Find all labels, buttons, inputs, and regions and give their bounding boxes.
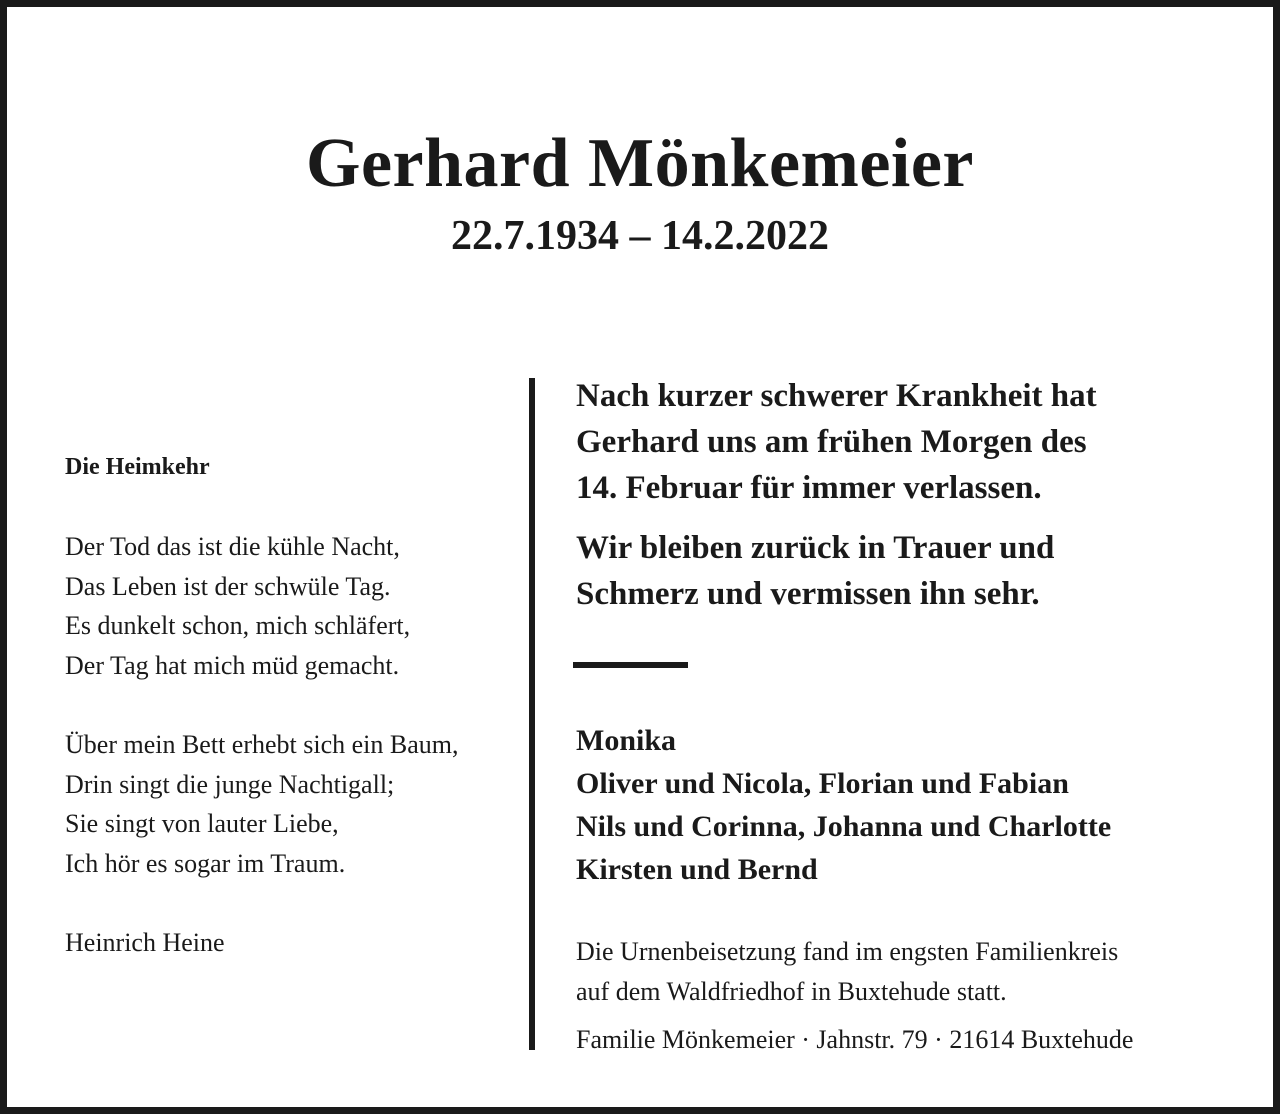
family-member: Nils und Corinna, Johanna und Charlotte	[576, 810, 1112, 843]
message-paragraph-1	[576, 373, 1256, 511]
notice-line: Die Urnenbeisetzung fand im engsten Familienkreis	[576, 937, 1119, 966]
poem-author: Heinrich Heine	[65, 928, 225, 957]
poem-stanza-2	[65, 725, 495, 883]
poem-line: Der Tag hat mich müd gemacht.	[65, 650, 400, 680]
message-line: Gerhard uns am frühen Morgen des	[576, 424, 1087, 460]
horizontal-rule	[573, 662, 688, 668]
notice-line: auf dem Waldfriedhof in Buxtehude statt.	[576, 977, 1007, 1006]
poem-line: Es dunkelt schon, mich schläfert,	[65, 611, 411, 640]
poem-line: Über mein Bett erhebt sich ein Baum,	[65, 730, 459, 759]
poem-line: Drin singt die junge Nachtigall;	[65, 769, 395, 799]
message-line: 14. Februar für immer verlassen.	[576, 470, 1042, 506]
deceased-name: Gerhard Mönkemeier	[306, 125, 974, 202]
poem-line: Das Leben ist der schwüle Tag.	[65, 571, 391, 601]
poem-line: Sie singt von lauter Liebe,	[65, 809, 339, 838]
life-dates: 22.7.1934 – 14.2.2022	[451, 213, 829, 259]
poem-title: Die Heimkehr	[65, 454, 210, 480]
message-paragraph-2	[576, 525, 1256, 617]
family-list	[576, 719, 1256, 891]
poem	[65, 450, 495, 962]
vertical-divider	[529, 378, 535, 1050]
family-member: Oliver und Nicola, Florian und Fabian	[576, 767, 1069, 800]
message-line: Schmerz und vermissen ihn sehr.	[576, 576, 1040, 612]
family-member: Kirsten und Bernd	[576, 853, 818, 886]
poem-line: Ich hör es sogar im Traum.	[65, 848, 346, 878]
obituary-message	[576, 373, 1256, 617]
burial-notice	[576, 932, 1256, 1012]
message-line: Nach kurzer schwerer Krankheit hat	[576, 378, 1097, 414]
family-member: Monika	[576, 724, 677, 757]
poem-line: Der Tod das ist die kühle Nacht,	[65, 532, 400, 561]
family-address: Familie Mönkemeier · Jahnstr. 79 · 21614 Buxtehude	[576, 1025, 1134, 1054]
message-line: Wir bleiben zurück in Trauer und	[576, 530, 1055, 566]
poem-stanza-1	[65, 527, 495, 685]
